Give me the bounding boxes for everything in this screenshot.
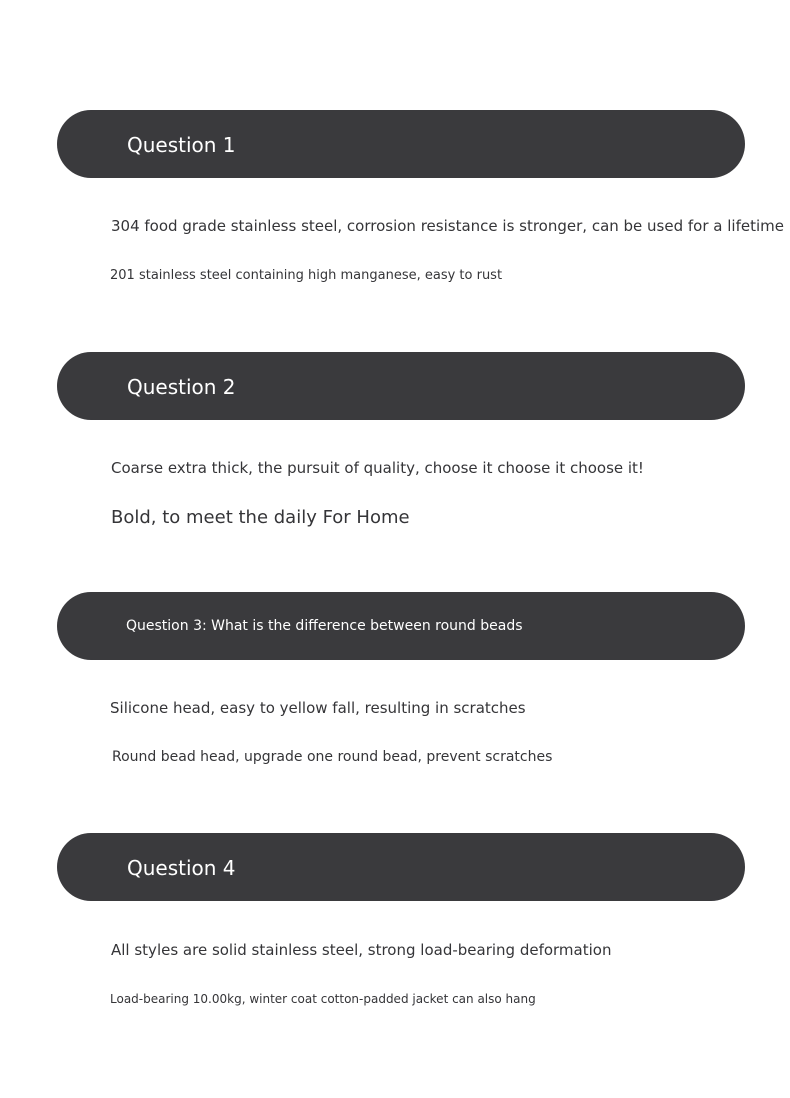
question-4-title: Question 4 <box>127 856 236 880</box>
question-3-title: Question 3: What is the difference between round beads <box>126 618 523 634</box>
question-1-title: Question 1 <box>127 133 236 157</box>
question-3-header <box>57 592 745 660</box>
question-2-header <box>57 352 745 420</box>
question-2-answer-2: Bold, to meet the daily For Home <box>111 507 410 528</box>
question-1-answer-2: 201 stainless steel containing high manganese, easy to rust <box>110 268 503 283</box>
question-1-answer-1: 304 food grade stainless steel, corrosion resistance is stronger, can be used for a lifetime <box>111 217 784 235</box>
question-1-header <box>57 110 745 178</box>
question-2-answer-1: Coarse extra thick, the pursuit of quality, choose it choose it choose it! <box>111 459 644 477</box>
question-2-title: Question 2 <box>127 375 236 399</box>
question-4-answer-2: Load-bearing 10.00kg, winter coat cotton-padded jacket can also hang <box>110 992 536 1006</box>
question-4-answer-1: All styles are solid stainless steel, strong load-bearing deformation <box>111 941 612 959</box>
question-3-answer-2: Round bead head, upgrade one round bead, prevent scratches <box>112 749 553 765</box>
question-3-answer-1: Silicone head, easy to yellow fall, resulting in scratches <box>110 699 526 717</box>
question-4-header <box>57 833 745 901</box>
